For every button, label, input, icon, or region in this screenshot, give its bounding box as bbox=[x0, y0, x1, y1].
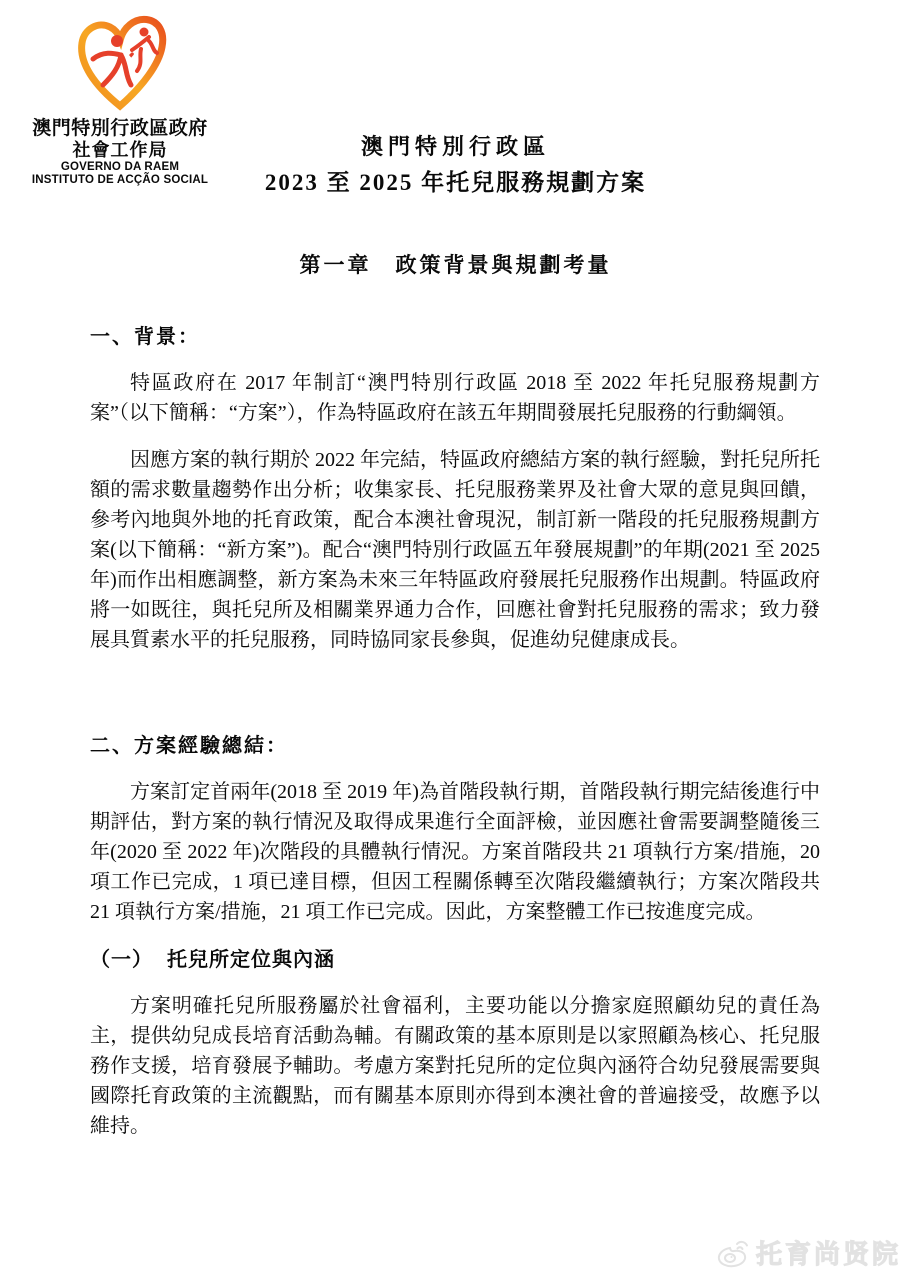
section-1-paragraph-1: 特區政府在 2017 年制訂“澳門特別行政區 2018 至 2022 年托兒服務規劃方案”（以下簡稱：“方案”），作為特區政府在該五年期間發展托兒服務的行動綱領。 bbox=[90, 372, 820, 424]
ias-heart-logo bbox=[73, 12, 167, 112]
weibo-icon bbox=[717, 1238, 751, 1268]
chapter-heading: 第一章 政策背景與規劃考量 bbox=[299, 253, 612, 277]
section-2-heading: 二、方案經驗總結： bbox=[90, 735, 288, 757]
subsection-1-paragraph-1: 方案明確托兒所服務屬於社會福利，主要功能以分擔家庭照顧幼兒的責任為主，提供幼兒成長培育活動為輔。有關政策的基本原則是以家照顧為核心、托兒服務作支援，培育發展予輔助。考慮方案對托兒所的定位與內涵符合幼兒發展需要與國際托育政策的主流觀點，而有關基本原則亦得到本澳社會的普遍接受，故應予以維持。 bbox=[90, 995, 820, 1137]
dancing-figures-icon bbox=[93, 35, 131, 85]
watermark-text: 托育尚贤院 bbox=[755, 1239, 901, 1269]
org-name-pt-inst: INSTITUTO DE ACÇÃO SOCIAL bbox=[31, 174, 209, 186]
subsection-number: （一） bbox=[90, 949, 153, 971]
watermark bbox=[717, 1234, 901, 1271]
org-name-pt-gov: GOVERNO DA RAEM bbox=[60, 161, 180, 173]
org-name-zh-gov: 澳門特別行政區政府 bbox=[32, 118, 208, 139]
subsection-title: 托兒所定位與內涵 bbox=[167, 949, 335, 971]
document-title bbox=[0, 134, 911, 198]
title-line2: 2023 至 2025 年托兒服務規劃方案 bbox=[264, 170, 647, 195]
section-1-heading: 一、背景： bbox=[90, 326, 200, 348]
org-name-zh-bureau: 社會工作局 bbox=[72, 140, 168, 160]
document-body bbox=[90, 322, 820, 1158]
section-2-paragraph-1: 方案訂定首兩年(2018 至 2019 年)為首階段執行期，首階段執行期完結後進行中期評估，對方案的執行情況及取得成果進行全面評檢，並因應社會需要調整隨後三年(2020 至 2022 年)次階段的具體執行情況。方案首階段共 21 項執行方案/措施，20 項工作已完成，1 項已達目標，但因工程關係轉至次階段繼續執行；方案次階段共 21 項執行方案/措施，21 項工作已完成。因此，方案整體工作已按進度完成。 bbox=[90, 781, 820, 923]
subsection-1-heading bbox=[90, 945, 820, 975]
title-line1: 澳門特別行政區 bbox=[360, 134, 550, 159]
section-1-paragraph-2: 因應方案的執行期於 2022 年完結，特區政府總結方案的執行經驗，對托兒所托額的需求數量趨勢作出分析；收集家長、托兒服務業界及社會大眾的意見與回饋，參考內地與外地的托育政策，配合本澳社會現況，制訂新一階段的托兒服務規劃方案(以下簡稱：“新方案”)。配合“澳門特別行政區五年發展規劃”的年期(2021 至 2025 年)而作出相應調整，新方案為未來三年特區政府發展托兒服務作出規劃。特區政府將一如既往，與托兒所及相關業界通力合作，回應社會對托兒服務的需求；致力發展具質素水平的托兒服務，同時協同家長參與，促進幼兒健康成長。 bbox=[90, 449, 820, 651]
